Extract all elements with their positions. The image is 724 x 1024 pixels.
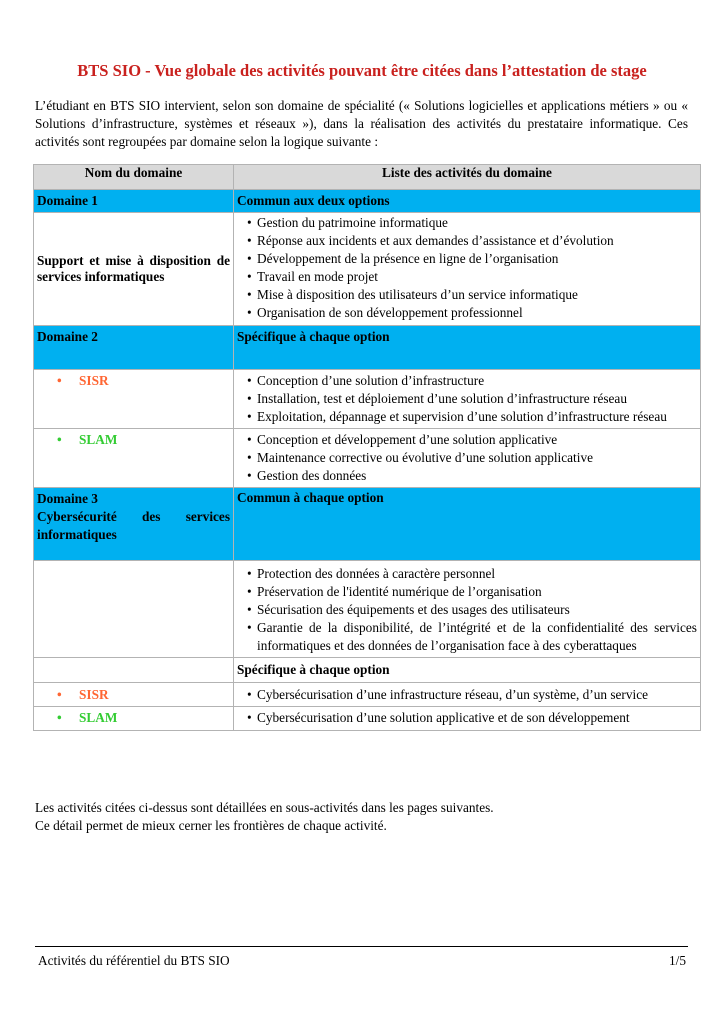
domain2-band <box>34 326 701 370</box>
bullet-icon: • <box>57 687 62 702</box>
domain3-activity-list <box>237 565 697 655</box>
list-item: • Gestion du patrimoine informatique <box>237 214 697 232</box>
list-item: • Conception et développement d’une solution applicative <box>237 431 697 449</box>
footer-divider <box>35 946 688 947</box>
domain3-band <box>34 488 701 561</box>
closing-paragraph <box>35 799 494 835</box>
slam-label: SLAM <box>79 432 118 447</box>
bullet-icon: • <box>57 432 62 447</box>
list-item: • Développement de la présence en ligne de l’organisation <box>237 250 697 268</box>
footer-title: Activités du référentiel du BTS SIO <box>38 953 230 968</box>
closing-line: Ce détail permet de mieux cerner les frontières de chaque activité. <box>35 818 387 833</box>
domain3-specific-row <box>34 658 701 683</box>
list-item: • Garantie de la disponibilité, de l’intégrité et de la confidentialité des services informatiques et des données de l’organisation face à des cyberattaques <box>237 619 697 655</box>
sisr-label: SISR <box>79 373 109 388</box>
list-item: • Mise à disposition des utilisateurs d’un service informatique <box>237 286 697 304</box>
domain2-sisr-activity-list <box>237 372 697 426</box>
list-item: • Sécurisation des équipements et des usages des utilisateurs <box>237 601 697 619</box>
table-header-row <box>34 165 701 190</box>
domain3-sisr-option <box>37 686 230 704</box>
list-item: • Réponse aux incidents et aux demandes d’assistance et d’évolution <box>237 232 697 250</box>
domain2-sisr-row <box>34 370 701 429</box>
activities-table <box>33 164 701 731</box>
intro-paragraph: L’étudiant en BTS SIO intervient, selon son domaine de spécialité (« Solutions logicielles et applications métiers » ou « Solutions d’infrastructure, systèmes et réseaux »), dans la réalisation des activités du prestataire informatique. Ces activités sont regroupées par domaine selon la logique suivante : <box>35 98 688 149</box>
list-item: • Cybersécurisation d’une infrastructure réseau, d’un système, d’un service <box>237 686 697 704</box>
domain3-slam-option <box>37 709 230 727</box>
domain3-slam-row <box>34 707 701 731</box>
list-item: • Protection des données à caractère personnel <box>237 565 697 583</box>
domain1-row <box>34 213 701 326</box>
list-item: • Installation, test et déploiement d’une solution d’infrastructure réseau <box>237 390 697 408</box>
closing-line: Les activités citées ci-dessus sont détaillées en sous-activités dans les pages suivantes. <box>35 800 494 815</box>
list-item: • Gestion des données <box>237 467 697 485</box>
list-item: • Préservation de l'identité numérique de l’organisation <box>237 583 697 601</box>
domain2-label: Domaine 2 <box>34 326 234 370</box>
bullet-icon: • <box>57 710 62 725</box>
domain1-activity-list <box>237 214 697 322</box>
domain1-scope: Commun aux deux options <box>234 190 701 213</box>
domain2-slam-activity-list <box>237 431 697 485</box>
page-title: BTS SIO - Vue globale des activités pouvant être citées dans l’attestation de stage <box>77 61 647 80</box>
domain3-sisr-row <box>34 683 701 707</box>
domain3-scope: Commun à chaque option <box>234 488 701 561</box>
domain3-common-row <box>34 561 701 658</box>
list-item: • Exploitation, dépannage et supervision d’une solution d’infrastructure réseau <box>237 408 697 426</box>
list-item: • Cybersécurisation d’une solution applicative et de son développement <box>237 709 697 727</box>
list-item: • Travail en mode projet <box>237 268 697 286</box>
domain1-band <box>34 190 701 213</box>
bullet-icon: • <box>57 373 62 388</box>
domain2-slam-option <box>37 431 230 449</box>
header-activity-list: Liste des activités du domaine <box>234 165 701 190</box>
domain2-slam-row <box>34 429 701 488</box>
page-number: 1/5 <box>669 953 686 968</box>
domain2-sisr-option <box>37 372 230 390</box>
header-domain-name: Nom du domaine <box>34 165 234 190</box>
list-item: • Conception d’une solution d’infrastructure <box>237 372 697 390</box>
domain3-specific-label: Spécifique à chaque option <box>234 658 701 683</box>
sisr-label: SISR <box>79 687 109 702</box>
domain1-name: Support et mise à disposition de services informatiques <box>37 253 230 284</box>
slam-label: SLAM <box>79 710 118 725</box>
list-item: • Maintenance corrective ou évolutive d’une solution applicative <box>237 449 697 467</box>
list-item: • Organisation de son développement professionnel <box>237 304 697 322</box>
domain3-name: Cybersécurité des services informatiques <box>37 509 230 542</box>
domain2-scope: Spécifique à chaque option <box>234 326 701 370</box>
domain3-label: Domaine 3 <box>37 491 98 506</box>
domain1-label: Domaine 1 <box>34 190 234 213</box>
